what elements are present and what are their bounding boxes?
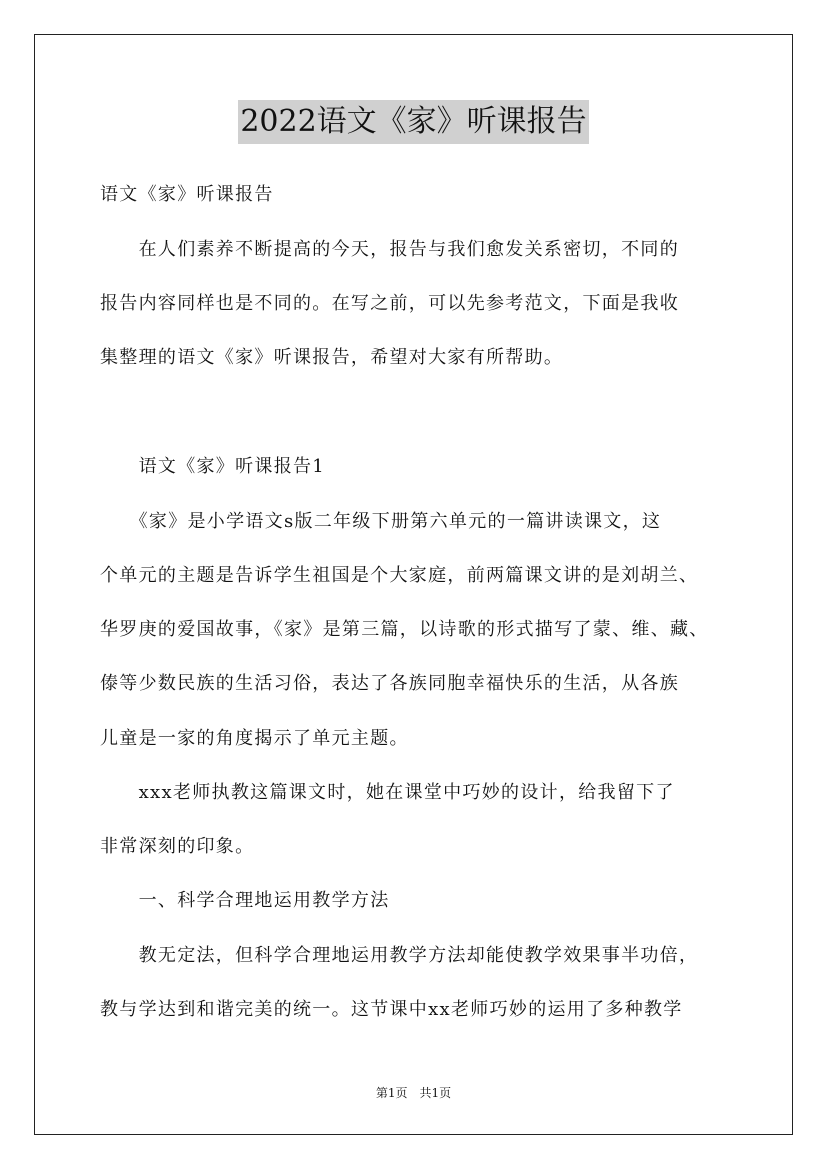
text-line: 非常深刻的印象。 bbox=[100, 836, 255, 857]
document-title: 2022语文《家》听课报告 bbox=[238, 100, 588, 144]
text-line: 报告内容同样也是不同的。在写之前，可以先参考范文，下面是我收 bbox=[100, 293, 679, 314]
page-footer: 第1页 共1页 bbox=[375, 1086, 452, 1100]
document-title-wrap bbox=[0, 100, 827, 144]
section-heading: 一、科学合理地运用教学方法 bbox=[100, 890, 390, 911]
text-line: xxx老师执教这篇课文时，她在课堂中巧妙的设计，给我留下了 bbox=[100, 782, 675, 803]
text-line: 在人们素养不断提高的今天，报告与我们愈发关系密切，不同的 bbox=[100, 239, 679, 260]
text-line: 个单元的主题是告诉学生祖国是个大家庭，前两篇课文讲的是刘胡兰、 bbox=[100, 565, 699, 586]
text-line: 教与学达到和谐完美的统一。这节课中xx老师巧妙的运用了多种教学 bbox=[100, 999, 683, 1020]
text-line: 华罗庚的爱国故事，《家》是第三篇，以诗歌的形式描写了蒙、维、藏、 bbox=[100, 619, 709, 640]
text-line: 集整理的语文《家》听课报告，希望对大家有所帮助。 bbox=[100, 347, 564, 368]
text-line: 儿童是一家的角度揭示了单元主题。 bbox=[100, 728, 409, 749]
section-heading: 语文《家》听课报告1 bbox=[100, 456, 326, 477]
text-line: 《家》是小学语文s版二年级下册第六单元的一篇讲读课文，这 bbox=[100, 511, 662, 532]
text-line: 傣等少数民族的生活习俗，表达了各族同胞幸福快乐的生活，从各族 bbox=[100, 673, 679, 694]
text-line: 教无定法，但科学合理地运用教学方法却能使教学效果事半功倍， bbox=[100, 945, 699, 966]
subtitle-line: 语文《家》听课报告 bbox=[100, 184, 274, 205]
